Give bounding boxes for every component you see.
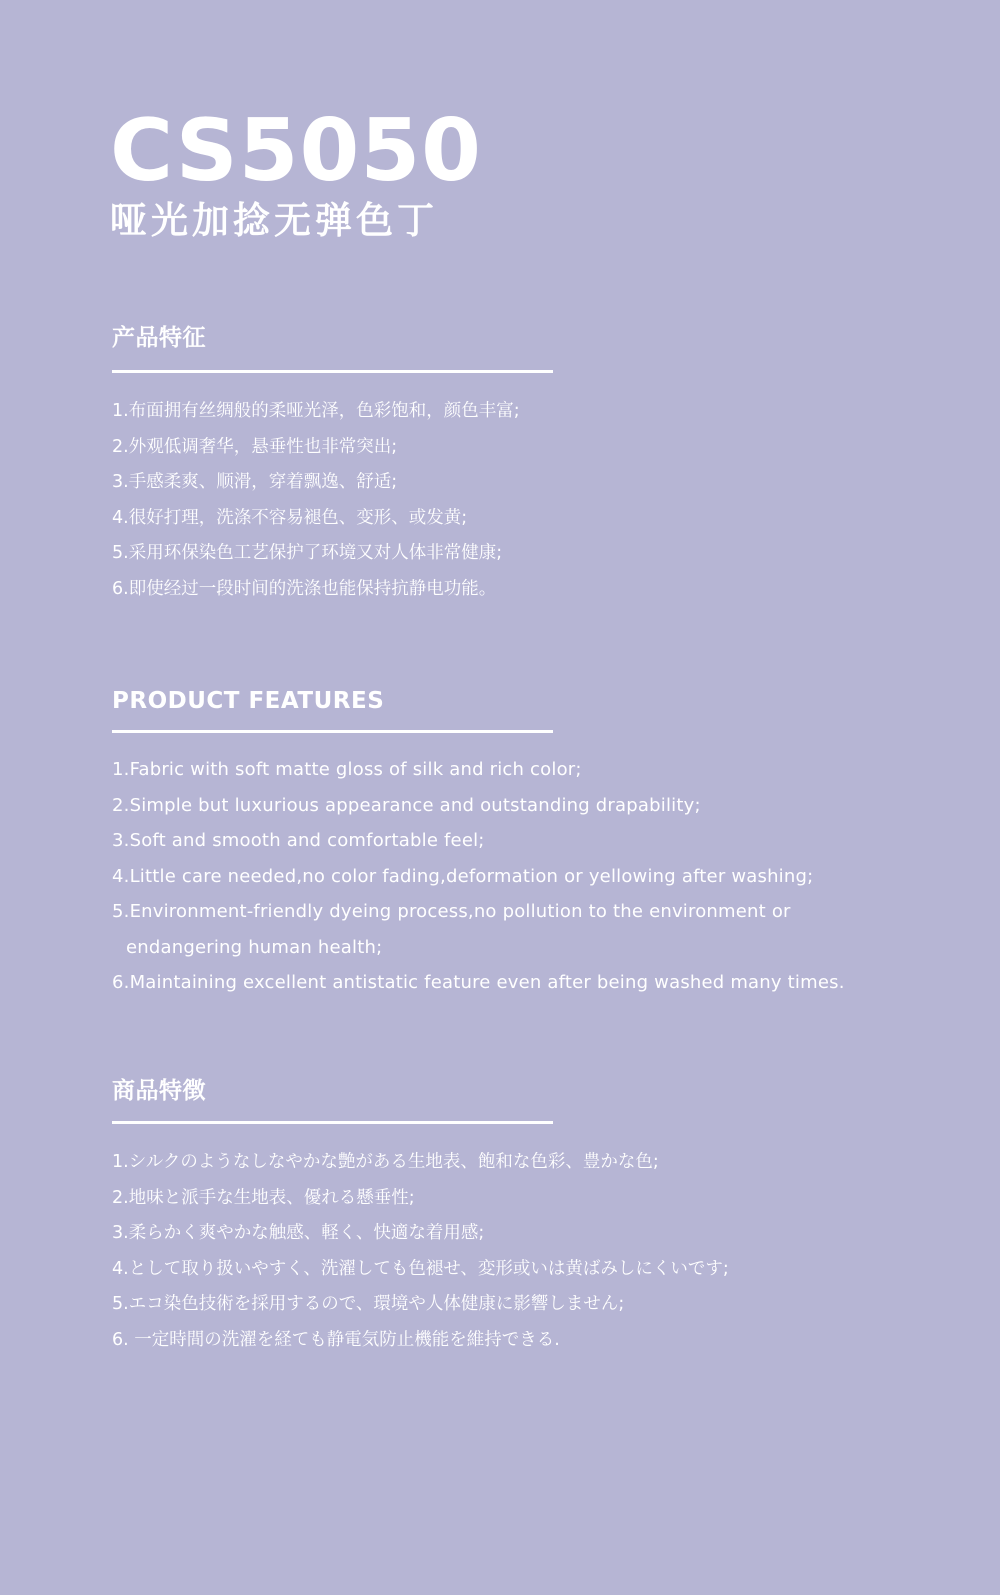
feature-item: 4.Little care needed,no color fading,deformation or yellowing after washing; <box>112 865 814 887</box>
section-title: PRODUCT FEATURES <box>112 688 385 714</box>
feature-item: 5.Environment-friendly dyeing process,no pollution to the environment or endangering human health; <box>112 901 791 958</box>
features-section-chinese <box>112 323 912 607</box>
feature-item: 6. 一定時間の洗濯を経ても静電気防止機能を維持できる. <box>112 1329 560 1350</box>
feature-item: 4.として取り扱いやすく、洗濯しても色褪せ、変形或いは黄ばみしにくいです; <box>112 1258 729 1279</box>
section-divider <box>112 730 553 733</box>
features-section-english <box>112 686 912 1001</box>
product-code: CS5050 <box>110 101 483 201</box>
feature-list <box>112 752 912 1001</box>
feature-item: 1.Fabric with soft matte gloss of silk and rich color; <box>112 759 582 780</box>
feature-item: 3.Soft and smooth and comfortable feel; <box>112 830 485 851</box>
section-divider <box>112 370 553 373</box>
feature-item: 1.シルクのようなしなやかな艶がある生地表、飽和な色彩、豊かな色; <box>112 1152 659 1172</box>
section-title: 产品特征 <box>112 325 206 351</box>
feature-item: 2.外观低调奢华，悬垂性也非常突出; <box>112 436 398 457</box>
section-title: 商品特徴 <box>112 1078 206 1104</box>
feature-item: 6.Maintaining excellent antistatic feature even after being washed many times. <box>112 972 845 993</box>
feature-item: 2.Simple but luxurious appearance and outstanding drapability; <box>112 794 701 816</box>
feature-item: 5.采用环保染色工艺保护了环境又对人体非常健康; <box>112 543 503 563</box>
feature-item: 5.エコ染色技術を採用するので、環境や人体健康に影響しません; <box>112 1294 625 1314</box>
section-divider <box>112 1121 553 1124</box>
feature-item: 4.很好打理，洗涤不容易褪色、变形、或发黄; <box>112 507 468 528</box>
product-name: 哑光加捻无弹色丁 <box>110 199 438 242</box>
feature-item: 3.手感柔爽、顺滑，穿着飘逸、舒适; <box>112 472 398 492</box>
product-header <box>110 101 483 243</box>
feature-item: 1.布面拥有丝绸般的柔哑光泽，色彩饱和，颜色丰富; <box>112 401 520 421</box>
feature-item: 6.即使经过一段时间的洗涤也能保持抗静电功能。 <box>112 578 497 599</box>
feature-item: 3.柔らかく爽やかな触感、軽く、快適な着用感; <box>112 1223 485 1243</box>
feature-list <box>112 394 912 607</box>
feature-item: 2.地味と派手な生地表、優れる懸垂性; <box>112 1187 415 1208</box>
features-section-japanese <box>112 1076 912 1358</box>
feature-list <box>112 1145 912 1358</box>
